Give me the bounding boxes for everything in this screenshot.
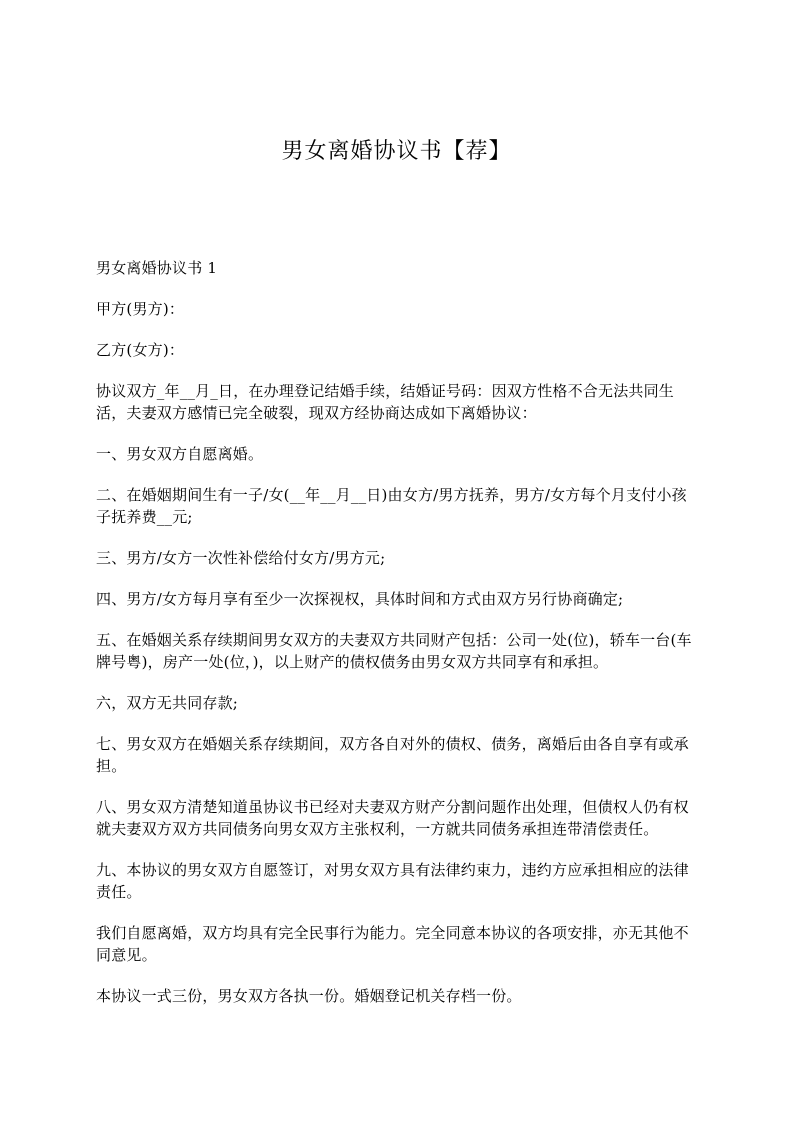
clause-2: 二、在婚姻期间生有一子/女(__年__月__日)由女方/男方抚养，男方/女方每个月支付小孩子抚养费__元; [96,486,687,526]
clause-5: 五、在婚姻关系存续期间男女双方的夫妻双方共同财产包括：公司一处(位)，轿车一台(车牌号粤)，房产一处(位，)，以上财产的债权债务由男女双方共同享有和承担。 [96,631,692,671]
clause-1: 一、男女双方自愿离婚。 [96,445,264,463]
clause-7: 七、男女双方在婚姻关系存续期间，双方各自对外的债权、债务，离婚后由各自享有或承担。 [96,735,689,775]
document-body [96,257,700,1026]
party-a-line: 甲方(男方)： [96,300,185,318]
document-title: 男女离婚协议书【荐】 [281,139,512,164]
party-b-line: 乙方(女方)： [96,341,185,359]
clause-3: 三、男方/女方一次性补偿给付女方/男方元; [96,549,386,567]
copies-statement: 本协议一式三份，男女双方各执一份。婚姻登记机关存档一份。 [96,987,522,1005]
consent-statement: 我们自愿离婚，双方均具有完全民事行为能力。完全同意本协议的各项安排，亦无其他不同意见。 [96,924,689,964]
clause-4: 四、男方/女方每月享有至少一次探视权，具体时间和方式由双方另行协商确定; [96,590,624,608]
clause-8: 八、男女双方清楚知道虽协议书已经对夫妻双方财产分割问题作出处理，但债权人仍有权就夫妻双方双方共同债务向男女双方主张权利，一方就共同债务承担连带清偿责任。 [96,798,689,838]
agreement-preamble: 协议双方_年__月_日，在办理登记结婚手续，结婚证号码：因双方性格不合无法共同生活，夫妻双方感情已完全破裂，现双方经协商达成如下离婚协议： [96,382,675,422]
section-heading: 男女离婚协议书 1 [96,259,218,277]
clause-6: 六，双方无共同存款; [96,694,239,712]
clause-9: 九、本协议的男女双方自愿签订，对男女双方具有法律约束力，违约方应承担相应的法律责任。 [96,861,689,901]
